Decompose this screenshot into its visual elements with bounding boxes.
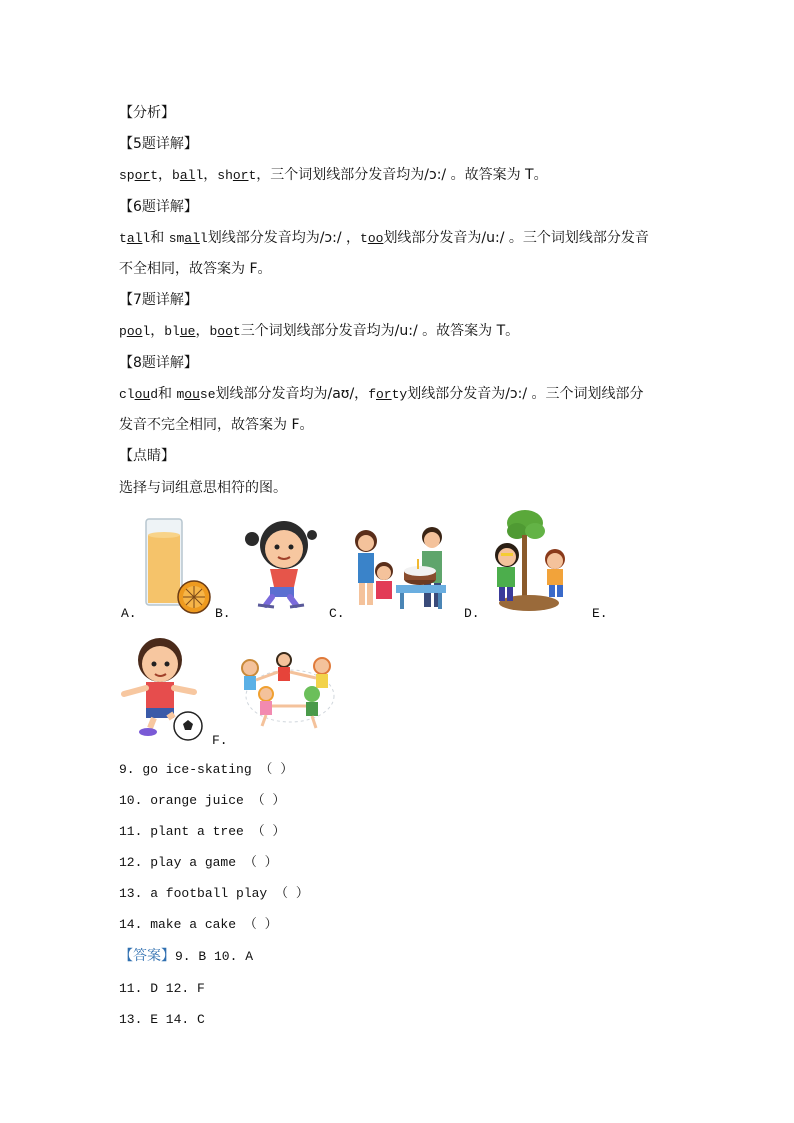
answer-line-1: 【答案】9. B 10. A [119, 948, 254, 964]
word-short: short [217, 168, 257, 183]
answer-line-3: 13. E 14. C [119, 1012, 205, 1027]
orange-juice-image [140, 515, 220, 615]
picture-label-d: D. [464, 606, 480, 621]
q8-explanation-line1: cloud和 mouse划线部分发音均为/aʊ/，forty划线部分发音为/ɔ:/ 。三个词划线部分 [119, 386, 644, 402]
picture-label-f: F. [212, 733, 228, 748]
q6-explanation-line2: 不全相同，故答案为 F。 [119, 261, 272, 277]
picture-label-a: A. [121, 606, 137, 621]
q6-explanation-line1: tall和 small划线部分发音均为/ɔ:/ ，too划线部分发音为/u:/ 。三个词划线部分发音 [119, 230, 649, 246]
football-boy-image [118, 636, 210, 744]
kids-playing-game-image [236, 646, 344, 738]
instruction: 选择与词组意思相符的图。 [119, 480, 287, 496]
q7-explanation: pool，blue，boot三个词划线部分发音均为/u:/ 。故答案为 T。 [119, 323, 520, 339]
question-12: 12. play a game （ ） [119, 855, 278, 870]
family-birthday-cake-image [348, 523, 452, 615]
planting-tree-image [485, 509, 579, 615]
question-10: 10. orange juice （ ） [119, 793, 286, 808]
analysis-heading: 【分析】 [119, 105, 175, 121]
q8-explanation-line2: 发音不完全相同，故答案为 F。 [119, 417, 314, 433]
q5-heading: 【5题详解】 [119, 136, 198, 152]
answer-tag: 【答案】 [119, 948, 175, 964]
question-11: 11. plant a tree （ ） [119, 824, 286, 839]
picture-label-c: C. [329, 606, 345, 621]
question-13: 13. a football play （ ） [119, 886, 309, 901]
answer-line-2: 11. D 12. F [119, 981, 205, 996]
ice-skating-boy-image [240, 515, 320, 611]
question-9: 9. go ice-skating （ ） [119, 762, 294, 777]
picture-label-e: E. [592, 606, 608, 621]
q5-explanation: sport，ball，short，三个词划线部分发音均为/ɔ:/ 。故答案为 T。 [119, 167, 548, 183]
question-14: 14. make a cake （ ） [119, 917, 278, 932]
tip-heading: 【点睛】 [119, 448, 175, 464]
word-sport: sport [119, 168, 159, 183]
picture-label-b: B. [215, 606, 231, 621]
q6-heading: 【6题详解】 [119, 199, 198, 215]
q8-heading: 【8题详解】 [119, 355, 198, 371]
q7-heading: 【7题详解】 [119, 292, 198, 308]
word-ball: ball [172, 168, 204, 183]
